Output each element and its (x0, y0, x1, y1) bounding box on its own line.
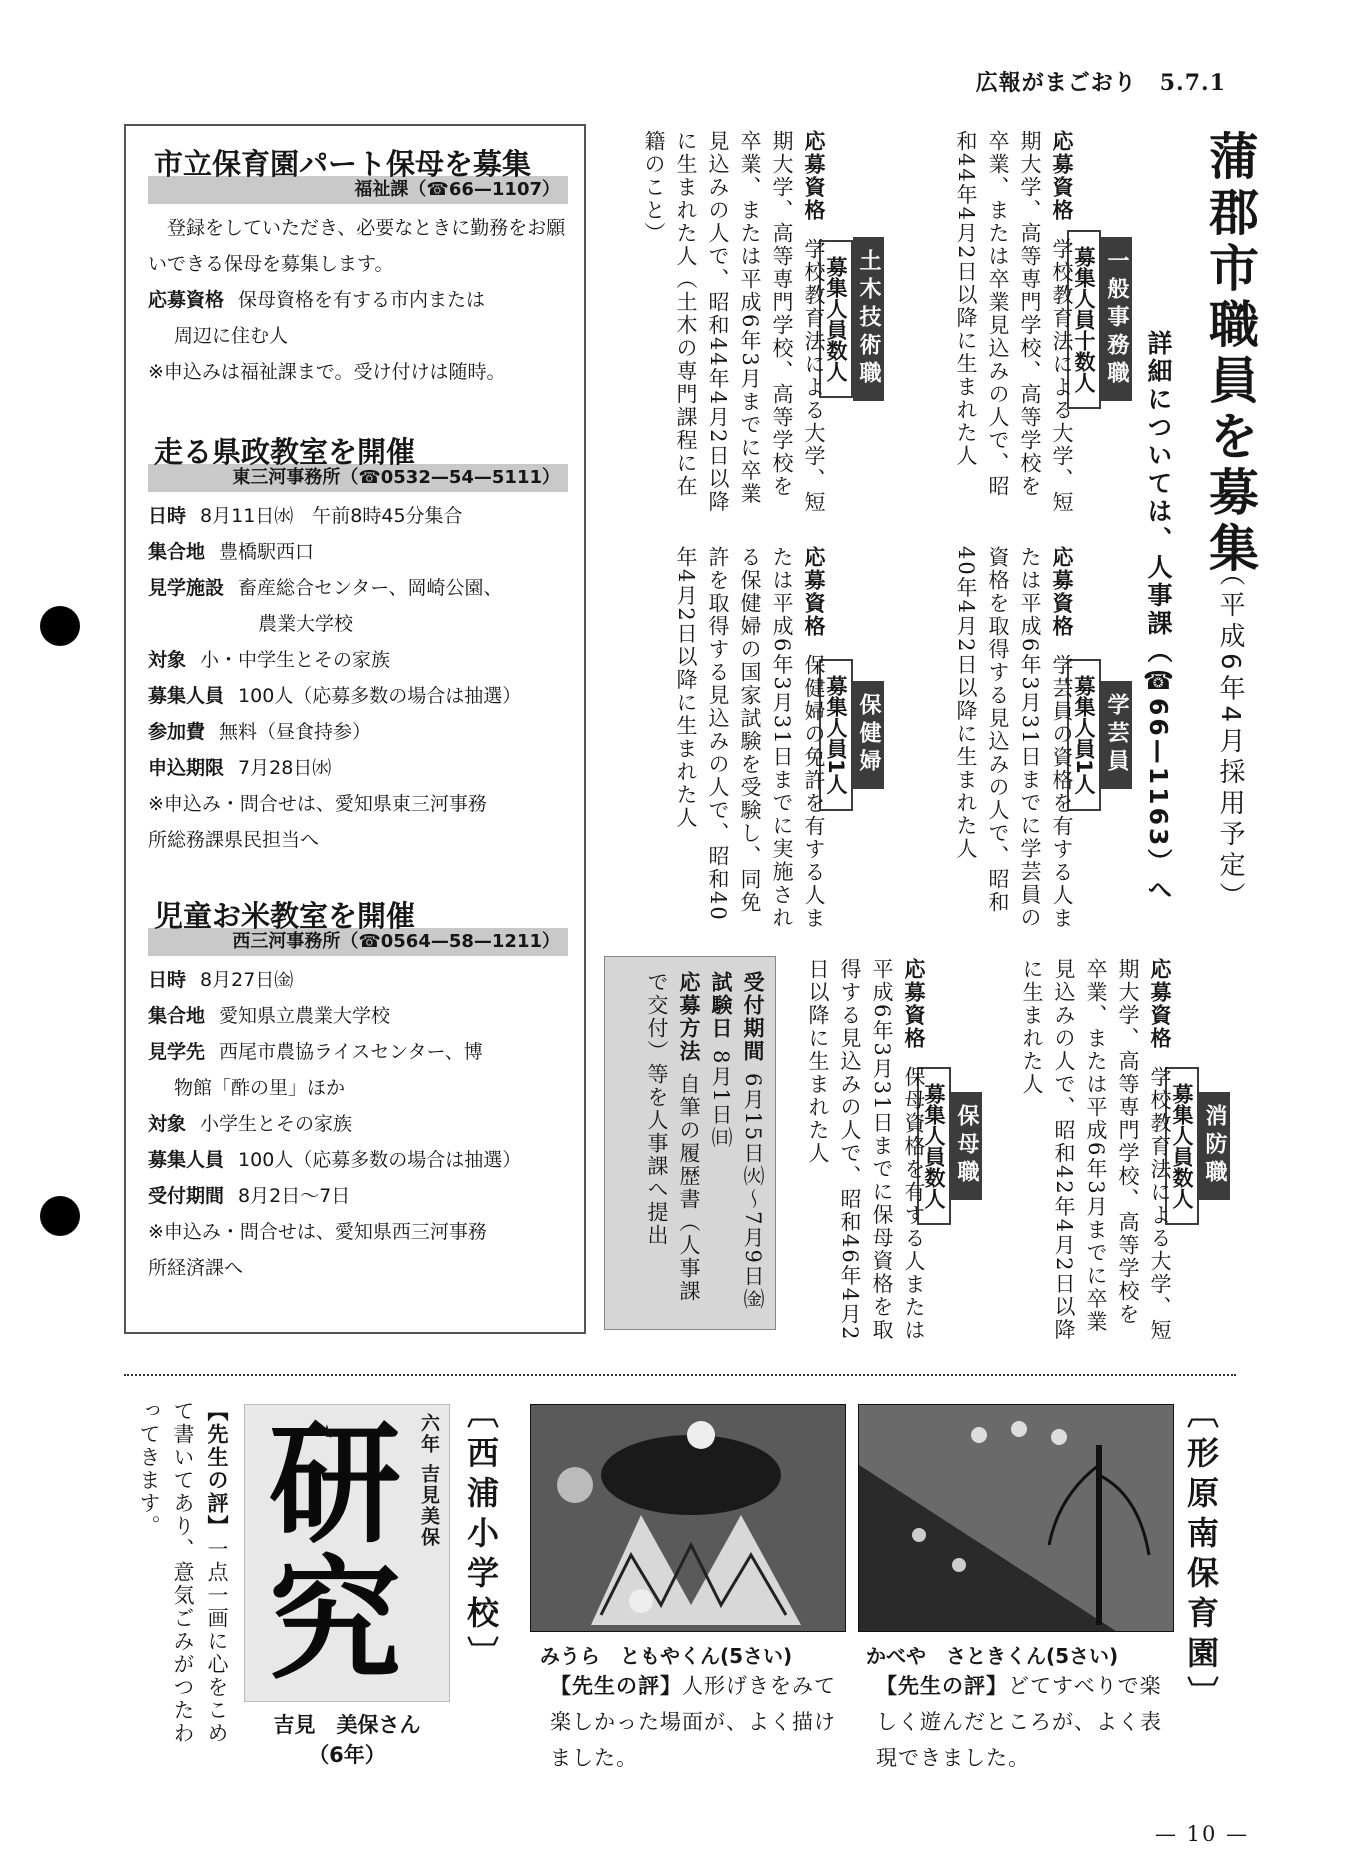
job-title: 保健婦 (853, 681, 884, 789)
recruit-title: 蒲郡市職員を募集 (1201, 130, 1259, 578)
job-count: 数人 (1170, 1167, 1194, 1209)
teacher-comment-calligraphy: 【先生の評】一点一画に心をこめて書いてあり、意気ごみがつたわってきます。 (137, 1400, 229, 1745)
teacher-comment-drawing-2: 【先生の評】どてすべりで楽しく遊んだところが、よく表現できました。 (876, 1674, 1162, 1770)
info-row: 見学施設 畜産総合センター、岡崎公園、 (148, 577, 503, 599)
info-row: 集合地 豊橋駅西口 (148, 541, 315, 563)
drawing-caption-1: みうら ともやくん(5さい) (540, 1644, 793, 1668)
section-intro: 登録をしていただき、必要なときに勤務をお願いできる保母を募集します。 (148, 217, 566, 275)
job-qual-civil-engineering: 応募資格学校教育法による大学、短期大学、高等専門学校、高等学校を卒業、または平成6年3月までに卒業見込みの人で、昭和44年4月2日以降に生まれた人（土木の専門課程に在籍のこと） (642, 130, 826, 514)
job-count: 1人 (824, 759, 848, 795)
recruit-contact: 詳細については、人事課（☎66—1163）へ (1144, 330, 1173, 905)
school-label-nishiura: 〔西浦小学校〕 (462, 1396, 500, 1676)
info-row: 受付期間 8月2日～7日 (148, 1185, 351, 1207)
job-qual-public-health-nurse: 応募資格保健婦の免許を有する人または平成6年3月31日までに実施される保健婦の国家試験を受験し、同免許を取得する見込みの人で、昭和40年4月2日以降に生まれた人 (674, 546, 826, 930)
rice-class-section (148, 896, 568, 1286)
application-info-box (604, 956, 776, 1330)
page-number: — 10 — (1155, 1822, 1250, 1846)
job-civil-engineering (824, 130, 884, 508)
job-title: 消防職 (1199, 1092, 1230, 1200)
qual-text-cont: 周辺に住む人 (174, 325, 289, 347)
info-row: 募集人員 100人（応募多数の場合は抽選） (148, 685, 522, 707)
app-row: 試験日8月1日㈰ (709, 971, 733, 1150)
calligraphy-artwork (244, 1404, 450, 1702)
calligraphy-char: 研 (269, 1407, 401, 1562)
info-row: 日時 8月27日㈮ (148, 969, 294, 991)
job-count: 1人 (1072, 759, 1096, 795)
app-row: 応募方法自筆の履歴書（人事課で交付）等を人事課へ提出 (645, 971, 701, 1303)
prefecture-tour-section (148, 432, 568, 858)
section-contact: 西三河事務所（☎0564—58—1211） (148, 928, 568, 956)
section-contact: 福祉課（☎66—1107） (148, 176, 568, 204)
qual-text: 保母資格を有する市内または (238, 289, 486, 311)
job-qual-general-office: 応募資格学校教育法による大学、短期大学、高等専門学校、高等学校を卒業、または卒業見込みの人で、昭和44年4月2日以降に生まれた人 (954, 130, 1074, 514)
recruit-plan: （平成6年4月採用予定） (1215, 560, 1245, 914)
info-row: 対象 小・中学生とその家族 (148, 649, 391, 671)
section-divider (124, 1374, 1236, 1376)
nursery-parttime-section (148, 144, 568, 390)
school-label-katahara: 〔形原南保育園〕 (1182, 1396, 1220, 1716)
info-row: 参加費 無料（昼食持参） (148, 721, 372, 743)
info-row: 見学先 西尾市農協ライスセンター、博 (148, 1041, 483, 1063)
student-name-calligraphy: 吉見 美保さん （6年） (273, 1713, 421, 1767)
section-note-cont: 所経済課へ (148, 1257, 244, 1279)
job-qual-curator: 応募資格学芸員の資格を有する人または平成6年3月31日までに学芸員の資格を取得する見込みの人で、昭和40年4月2日以降に生まれた人 (954, 546, 1074, 930)
count-label: 募集人員 (1170, 1083, 1194, 1167)
job-title: 一般事務職 (1101, 237, 1132, 401)
drawing-slide-image (859, 1405, 1174, 1632)
job-title: 学芸員 (1101, 681, 1132, 789)
notices-panel (124, 124, 586, 1334)
child-drawing-1 (530, 1404, 846, 1632)
job-public-health-nurse (824, 546, 884, 924)
section-note: ※申込み・問合せは、愛知県西三河事務 (148, 1221, 487, 1243)
job-nursery-teacher (922, 958, 982, 1334)
job-qual-nursery-teacher: 応募資格保母資格を有する人または平成6年3月31日までに保母資格を取得する見込みの人で、昭和46年4月2日以降に生まれた人 (806, 958, 926, 1342)
job-count: 十数人 (1072, 329, 1096, 393)
app-row: 受付期間6月15日㈫～7月9日㈮ (741, 971, 765, 1311)
section-title: 児童お米教室を開催 (154, 899, 416, 933)
section-note-cont: 所総務課県民担当へ (148, 829, 320, 851)
calligraphy-signature: 六年 吉見美保 (418, 1413, 440, 1548)
count-label: 募集人員 (1072, 245, 1096, 330)
child-drawing-2 (858, 1404, 1174, 1632)
section-note: ※申込みは福祉課まで。受け付けは随時。 (148, 361, 506, 383)
page-header: 広報がまごおり 5.7.1 (975, 70, 1226, 96)
job-title: 保母職 (951, 1092, 982, 1200)
count-label: 募集人員 (1072, 675, 1096, 760)
binder-hole-top (40, 606, 80, 646)
drawing-puppet-show-image (531, 1405, 846, 1632)
section-note: ※申込み・問合せは、愛知県東三河事務 (148, 793, 487, 815)
count-label: 募集人員 (922, 1083, 946, 1167)
job-count: 数人 (922, 1167, 946, 1209)
info-row: 日時 8月11日㈬ 午前8時45分集合 (148, 505, 463, 527)
qual-label: 応募資格 (148, 289, 225, 311)
job-curator (1072, 546, 1132, 924)
calligraphy-char: 究 (269, 1543, 401, 1698)
section-contact: 東三河事務所（☎0532—54—5111） (148, 464, 568, 492)
job-title: 土木技術職 (853, 237, 884, 401)
info-row: 集合地 愛知県立農業大学校 (148, 1005, 391, 1027)
count-label: 募集人員 (824, 675, 848, 760)
info-row-cont: 物館「酢の里」ほか (174, 1077, 346, 1099)
job-general-office (1072, 130, 1132, 508)
count-label: 募集人員 (824, 256, 848, 340)
binder-hole-bottom (40, 1196, 80, 1236)
job-count: 数人 (824, 340, 848, 382)
drawing-caption-2: かべや さときくん(5さい) (866, 1644, 1119, 1668)
info-row-cont: 農業大学校 (258, 613, 354, 635)
job-firefighter (1170, 958, 1230, 1334)
info-row: 対象 小学生とその家族 (148, 1113, 353, 1135)
teacher-comment-drawing-1: 【先生の評】人形げきをみて楽しかった場面が、よく描けました。 (550, 1674, 836, 1770)
info-row: 募集人員 100人（応募多数の場合は抽選） (148, 1149, 522, 1171)
job-qual-firefighter: 応募資格学校教育法による大学、短期大学、高等専門学校、高等学校を卒業、または平成6年3月までに卒業見込みの人で、昭和42年4月2日以降に生まれた人 (1020, 958, 1172, 1342)
section-title: 走る県政教室を開催 (154, 435, 416, 469)
info-row: 申込期限 7月28日㈬ (148, 757, 332, 779)
section-title: 市立保育園パート保母を募集 (154, 147, 532, 181)
